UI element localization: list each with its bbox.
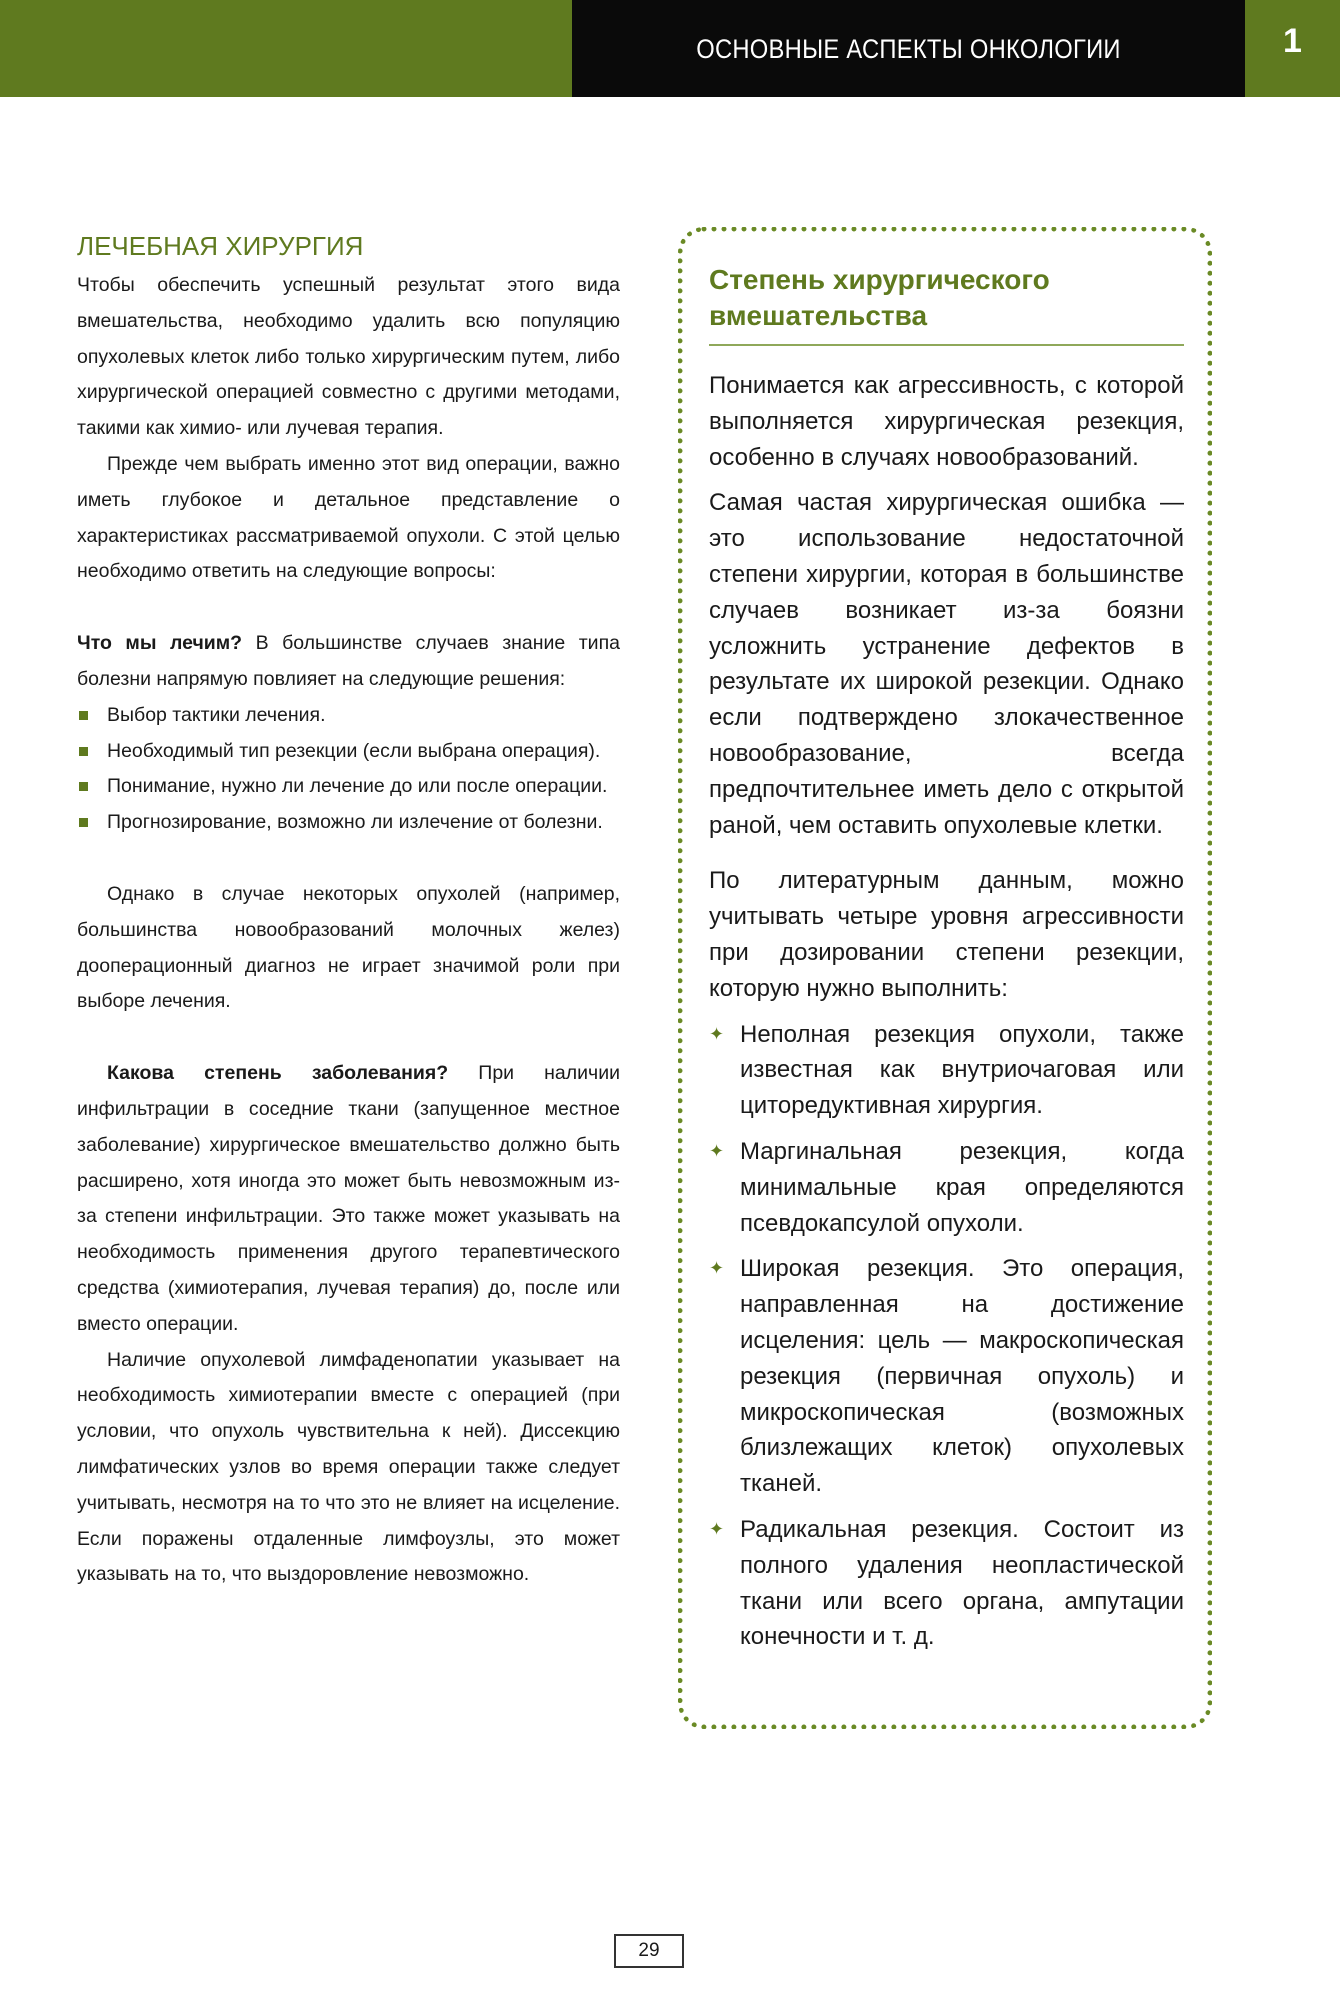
question-text: В большинстве случаев знание типа болезни напрямую повлияет на следующие решения: xyxy=(77,632,620,690)
paragraph: Однако в случае некоторых опухолей (например, большинства новообразований молочных желез) дооперационный диагноз не играет значимой роли при выборе лечения. xyxy=(77,882,620,1013)
chapter-header xyxy=(0,0,1340,97)
list-item-text: Радикальная резекция. Состоит из полного удаления неопластической ткани или всего органа, ампутации конечности и т. д. xyxy=(740,1515,1184,1651)
square-bullet-icon xyxy=(79,711,88,720)
paragraph: По литературным данным, можно учитывать четыре уровня агрессивности при дозировании степени резекции, которую нужно выполнить: xyxy=(709,867,1184,1002)
question-heading: Какова степень заболевания? xyxy=(107,1062,449,1085)
square-bullet-icon xyxy=(79,818,88,827)
bullet-list xyxy=(77,698,620,841)
paragraph: Понимается как агрессивность, с которой выполняется хирургическая резекция, особенно в случаях новообразований. xyxy=(709,372,1184,471)
question-paragraph xyxy=(77,626,620,698)
star-bullet-icon: ✦ xyxy=(709,1023,725,1044)
list-item-text: Маргинальная резекция, когда минимальные края определяются псевдокапсулой опухоли. xyxy=(740,1137,1184,1237)
list-item-text: Широкая резекция. Это операция, направленная на достижение исцеления: цель — макроскопическая резекция (первичная опухоль) и микроскопическая (возможных близлежащих клеток) опухолевых тканей. xyxy=(740,1255,1184,1498)
list-item xyxy=(709,1134,1184,1241)
chapter-title: ОСНОВНЫЕ АСПЕКТЫ ОНКОЛОГИИ xyxy=(696,34,1121,64)
main-column xyxy=(77,228,620,1593)
list-item-text: Неполная резекция опухоли, также известная как внутриочаговая или циторедуктивная хирургия. xyxy=(740,1020,1184,1120)
chapter-number: 1 xyxy=(1283,22,1302,60)
box-title: Степень хирургического вмешательства xyxy=(709,262,1184,346)
question-text: При наличии инфильтрации в соседние ткани (запущенное местное заболевание) хирургическое вмешательство должно быть расширено, хотя иногда это может быть невозможным из-за степени инфильтрации. Это также может указывать на необходимость применения другого терапевтического средства (химиотерапия, лучевая терапия) до, после или вместо операции. xyxy=(77,1062,620,1335)
question-paragraph xyxy=(77,1056,620,1342)
paragraph: Прежде чем выбрать именно этот вид операции, важно иметь глубокое и детальное представление о характеристиках рассматриваемой опухоли. С этой целью необходимо ответить на следующие вопросы: xyxy=(77,452,620,583)
list-item-text: Понимание, нужно ли лечение до или после операции. xyxy=(107,775,608,798)
bullet-list xyxy=(709,1017,1184,1656)
page-number: 29 xyxy=(614,1934,684,1968)
list-item-text: Необходимый тип резекции (если выбрана операция). xyxy=(107,739,601,762)
list-item-text: Выбор тактики лечения. xyxy=(107,703,326,726)
list-item-text: Прогнозирование, возможно ли излечение от болезни. xyxy=(107,811,603,834)
paragraph: Наличие опухолевой лимфаденопатии указывает на необходимость химиотерапии вместе с операцией (при условии, что опухоль чувствительна к ней). Диссекцию лимфатических узлов во время операции также следует учитывать, несмотря на то что это не влияет на исцеление. Если поражены отдаленные лимфоузлы, это может указывать на то, что выздоровление невозможно. xyxy=(77,1348,620,1586)
square-bullet-icon xyxy=(79,782,88,791)
question-heading: Что мы лечим? xyxy=(77,632,243,655)
square-bullet-icon xyxy=(79,747,88,756)
list-item xyxy=(77,805,620,841)
list-item xyxy=(709,1512,1184,1655)
star-bullet-icon: ✦ xyxy=(709,1518,725,1539)
paragraph: Чтобы обеспечить успешный результат этого вида вмешательства, необходимо удалить всю популяцию опухолевых клеток либо только хирургическим путем, либо хирургической операцией совместно с другими методами, такими как химио- или лучевая терапия. xyxy=(77,274,620,440)
list-item xyxy=(77,734,620,770)
header-title-block xyxy=(572,0,1245,97)
list-item xyxy=(77,769,620,805)
paragraph: Самая частая хирургическая ошибка — это использование недостаточной степени хирургии, которая в большинстве случаев возникает из-за боязни усложнить устранение дефектов в результате их широкой резекции. Однако если подтверждено злокачественное новообразование, всегда предпочтительнее иметь дело с открытой раной, чем оставить опухолевые клетки. xyxy=(709,489,1184,839)
list-item xyxy=(709,1251,1184,1502)
list-item xyxy=(709,1017,1184,1124)
sidebar-box xyxy=(709,262,1184,1665)
section-title: ЛЕЧЕБНАЯ ХИРУРГИЯ xyxy=(77,231,364,261)
list-item xyxy=(77,698,620,734)
star-bullet-icon: ✦ xyxy=(709,1258,725,1279)
star-bullet-icon: ✦ xyxy=(709,1140,725,1161)
